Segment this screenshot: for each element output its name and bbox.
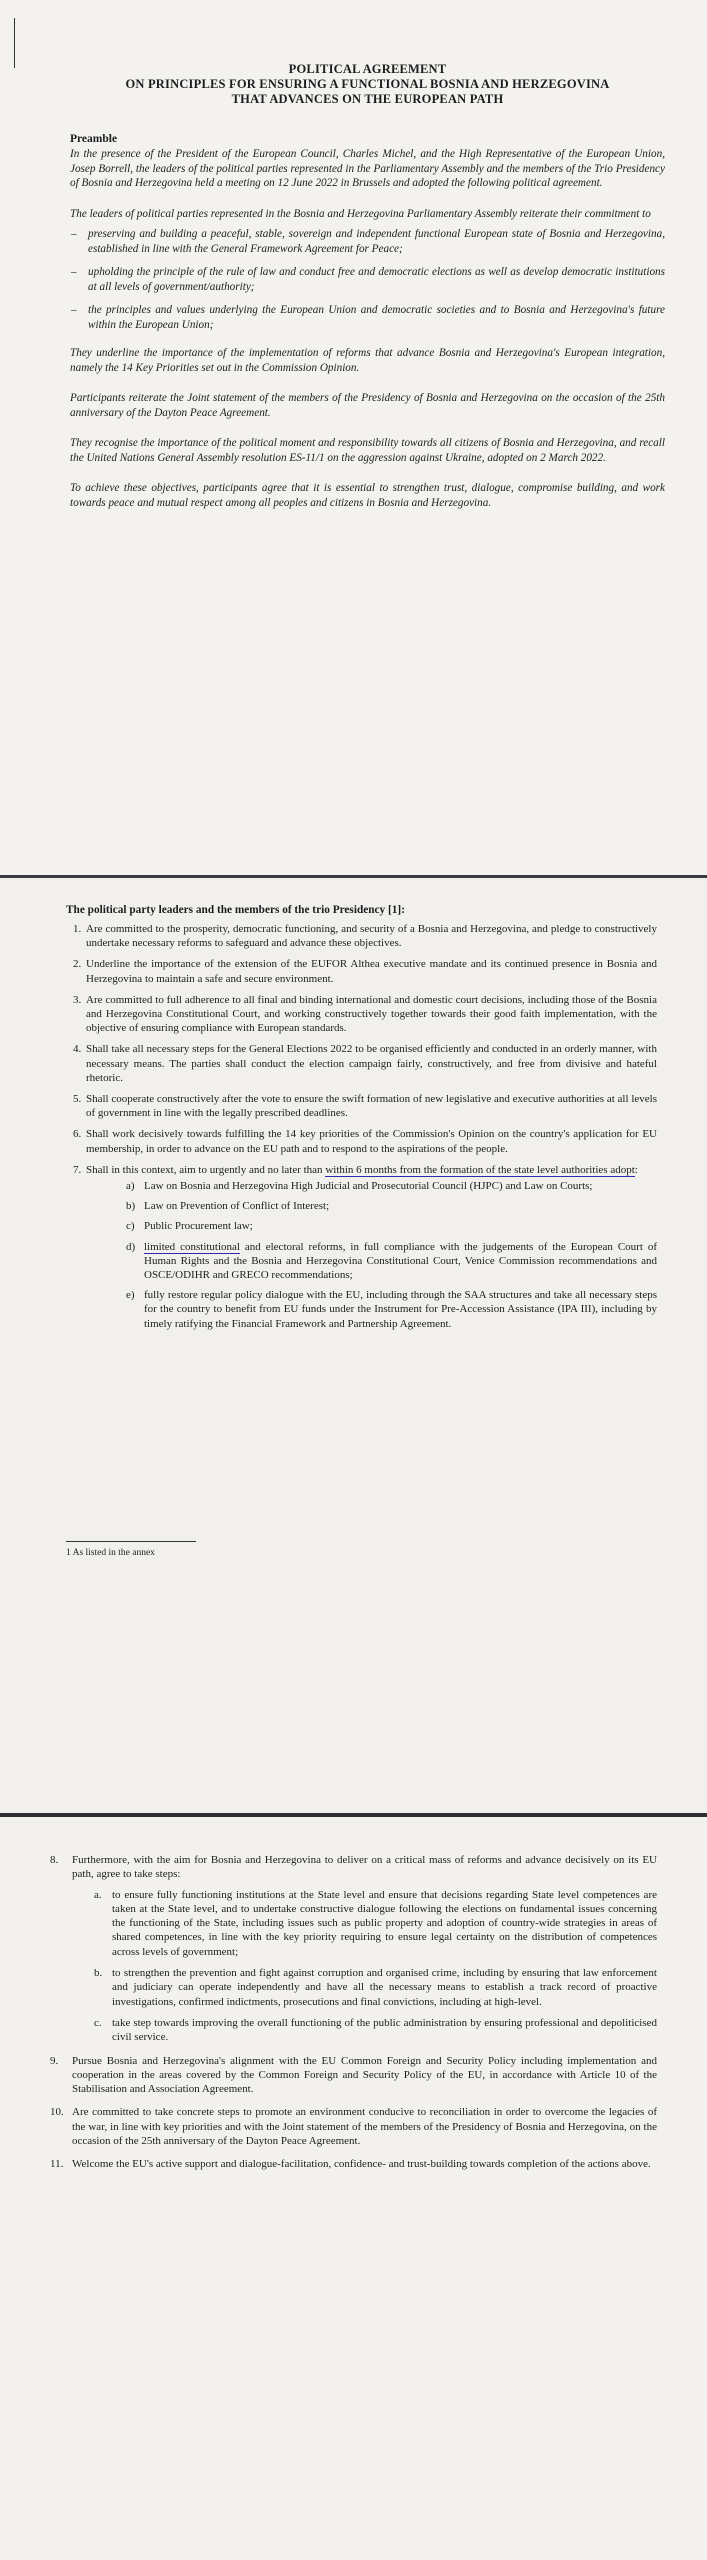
sub-item: b . to strengthen the prevention and fight against corruption and organised crime, including by ensuring that law enforcement and judiciary can operate independently and have all the necessary means to establish a track record of proactive investigations, confirmed indictments, prosecutions and final convictions, including at high-level. bbox=[112, 1966, 657, 2009]
sub-item: b ) Law on Prevention of Conflict of Interest; bbox=[142, 1199, 657, 1213]
sub-item: a . to ensure fully functioning institutions at the State level and ensure that decisions regarding State level competences are taken at the State level, and to undertake constructive dialogue following the elections on fundamental issues concerning the functioning of the State, including issues such as public property and adoption of country-wide strategies in areas of shared competences, in line with the key priority requiring to ensure legal certainty on the distribution of competences across levels of government; bbox=[112, 1888, 657, 1959]
numbered-list bbox=[66, 922, 657, 1331]
list-item: 3. Are committed to full adherence to all final and binding international and domestic court decisions, including those of the Bosnia and Herzegovina Constitutional Court, and working constructively together towards their good faith implementation, with the objective of ensuring compliance with European standards. bbox=[84, 993, 657, 1036]
achieve-paragraph: To achieve these objectives, participants agree that it is essential to strengthen trust, dialogue, compromise building, and work towards peace and mutual respect among all peoples and citizens in Bosnia and Herzegovina. bbox=[70, 482, 665, 509]
list-item-11: 11. Welcome the EU's active support and dialogue-facilitation, confidence- and trust-building towards completion of the actions above. bbox=[50, 2158, 651, 2171]
commitment-item: – preserving and building a peaceful, stable, sovereign and independent functional European state of Bosnia and Herzegovina, established in line with the General Framework Agreement for Peace; bbox=[88, 227, 665, 256]
document-page-3 bbox=[0, 1817, 707, 2560]
commitment-list bbox=[70, 227, 665, 332]
document-page-2 bbox=[0, 878, 707, 1813]
reiterate-paragraph: The leaders of political parties represented in the Bosnia and Herzegovina Parliamentary Assembly reiterate their commitment to bbox=[70, 207, 651, 220]
sub-item: c ) Public Procurement law; bbox=[142, 1219, 657, 1233]
margin-mark bbox=[14, 18, 15, 68]
list-item: 2. Underline the importance of the extension of the EUFOR Althea executive mandate and its continued presence in Bosnia and Herzegovina to maintain a safe and secure environment. bbox=[84, 957, 657, 985]
sub-item: a ) Law on Bosnia and Herzegovina High Judicial and Prosecutorial Council (HJPC) and Law on Courts; bbox=[142, 1179, 657, 1193]
preamble-heading: Preamble bbox=[70, 133, 118, 145]
numbered-list-continued bbox=[50, 1853, 657, 2172]
item7-prefix: Shall in this context, aim to urgently and no later than bbox=[86, 1163, 326, 1176]
sub-list bbox=[86, 1179, 657, 1331]
title-line-1: POLITICAL AGREEMENT bbox=[288, 62, 447, 76]
footnote: 1 As listed in the annex bbox=[66, 1547, 155, 1558]
commitment-item: – the principles and values underlying the European Union and democratic societies and to Bosnia and Herzegovina's future within the European Union; bbox=[88, 303, 665, 332]
sub-item: e ) fully restore regular policy dialogue with the EU, including through the SAA structures and take all necessary steps for the country to benefit from EU funds under the Instrument for Pre-Accession Assistance (IPA III), including by timely ratifying the Financial Framework and Partnership Agreement. bbox=[142, 1288, 657, 1331]
list-item-10: 10. Are committed to take concrete steps to promote an environment conducive to reconciliation in order to overcome the legacies of the war, in line with key priorities and with the Joint statement of the members of the Presidency of Bosnia and Herzegovina, on the occasion of the 25th anniversary of the Dayton Peace Agreement. bbox=[50, 2106, 657, 2148]
list-item-9: 9. Pursue Bosnia and Herzegovina's alignment with the EU Common Foreign and Security Policy including implementation and cooperation in the areas covered by the Common Foreign and Security Policy of the EU, in accordance with Article 10 of the Stabilisation and Association Agreement. bbox=[50, 2054, 657, 2096]
document-title bbox=[70, 62, 665, 107]
title-line-3: THAT ADVANCES ON THE EUROPEAN PATH bbox=[231, 92, 504, 106]
commitments-heading: The political party leaders and the members of the trio Presidency [1]: bbox=[66, 904, 405, 916]
list-item: 1. Are committed to the prosperity, democratic functioning, and security of a Bosnia and Herzegovina, and pledge to constructively undertake necessary reforms to safeguard and advance these objectives. bbox=[84, 922, 657, 950]
title-line-2: ON PRINCIPLES FOR ENSURING A FUNCTIONAL BOSNIA AND HERZEGOVINA bbox=[125, 77, 610, 91]
list-item: 4. Shall take all necessary steps for the General Elections 2022 to be organised efficiently and conducted in an orderly manner, with necessary means. The parties shall conduct the election campaign fairly, constructively, and free from divisive and hateful rhetoric. bbox=[84, 1042, 657, 1085]
sub-item: c . take step towards improving the overall functioning of the public administration by ensuring professional and depoliticised civil service. bbox=[112, 2016, 657, 2045]
item7-suffix: : bbox=[634, 1163, 638, 1176]
underline-paragraph: They underline the importance of the implementation of reforms that advance Bosnia and Herzegovina's European integration, namely the 14 Key Priorities set out in the Commission Opinion. bbox=[70, 347, 665, 374]
list-item: 6. Shall work decisively towards fulfilling the 14 key priorities of the Commission's Opinion on the country's application for EU membership, in order to advance on the EU path and to respond to the aspirations of the people. bbox=[84, 1127, 657, 1155]
sub-list bbox=[72, 1888, 657, 2045]
underlined-text: limited constitutional bbox=[144, 1240, 240, 1253]
recognise-paragraph: They recognise the importance of the political moment and responsibility towards all citizens of Bosnia and Herzegovina, and recall the United Nations General Assembly resolution ES-11/1 on the aggression against Ukraine, adopted on 2 March 2022. bbox=[70, 437, 665, 464]
preamble-intro: In the presence of the President of the European Council, Charles Michel, and the High Representative of the European Union, Josep Borrell, the leaders of the political parties represented in the Parliamentary Assembly and the members of the Trio Presidency of Bosnia and Herzegovina held a meeting on 12 June 2022 in Brussels and adopted the following political agreement. bbox=[70, 148, 665, 189]
footnote-rule bbox=[66, 1541, 196, 1542]
commitment-item: – upholding the principle of the rule of law and conduct free and democratic elections as well as develop democratic institutions at all levels of government/authority; bbox=[88, 265, 665, 294]
list-item: 5. Shall cooperate constructively after the vote to ensure the swift formation of new legislative and executive authorities at all levels of government in line with the legally prescribed deadlines. bbox=[84, 1092, 657, 1120]
list-item-8: 8. Furthermore, with the aim for Bosnia and Herzegovina to deliver on a critical mass of reforms and advance decisively on its EU path, agree to take steps: a . to ensure fully functioning institutions at the State level and ensure that decisions regarding State level competences are taken at the State level, and to undertake constructive dialogue following the elections on fundamental issues concerning the functioning of the State, including issues such as public property and adoption of country-wide strategies in areas of shared competences, in line with the key priority requiring to ensure legal certainty on the distribution of competences across levels of government; b . to strengthen the prevention and fight against corruption and organised crime, including by ensuring that law enforcement and judiciary can operate independently and have all the necessary means to establish a track record of proactive investigations, confirmed indictments, prosecutions and final convictions, including at high-level. c . take step towards improving the overall functioning of the public administration by ensuring professional and depoliticised civil service. bbox=[72, 1853, 657, 2045]
sub-item: d ) limited constitutional and electoral reforms, in full compliance with the judgements of the European Court of Human Rights and the Bosnia and Herzegovina Constitutional Court, Venice Commission recommendations and OSCE/ODIHR and GRECO recommendations; bbox=[142, 1240, 657, 1283]
list-item-7 bbox=[84, 1163, 657, 1331]
document-page-1 bbox=[0, 0, 707, 875]
joint-statement-paragraph: Participants reiterate the Joint statement of the members of the Presidency of Bosnia and Herzegovina on the occasion of the 25th anniversary of the Dayton Peace Agreement. bbox=[70, 392, 665, 419]
item7-underlined-text: within 6 months from the formation of the state level authorities adopt bbox=[325, 1163, 635, 1176]
